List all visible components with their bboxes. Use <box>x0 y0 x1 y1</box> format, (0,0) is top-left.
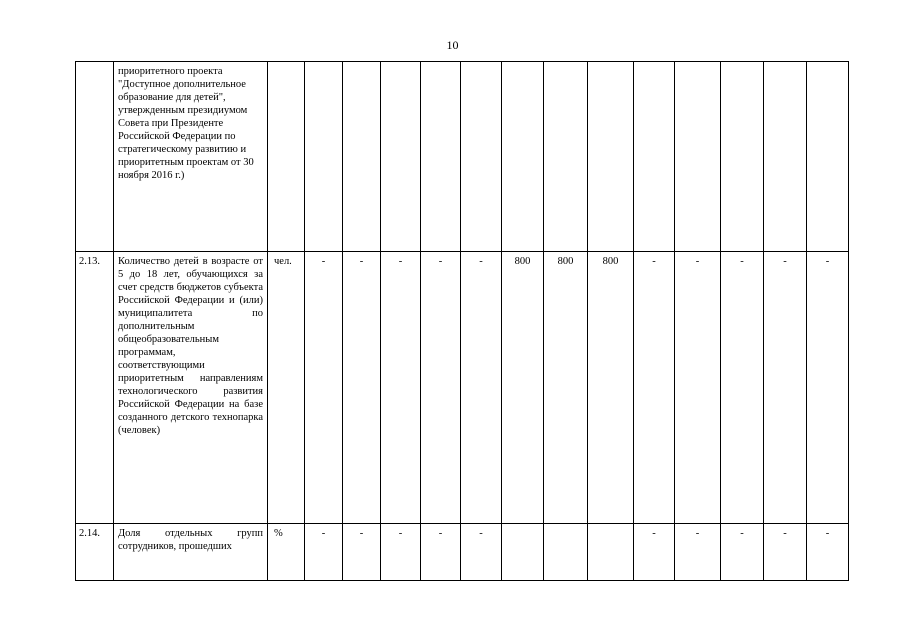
value-cell: - <box>764 252 807 524</box>
value-cell: - <box>675 524 721 581</box>
value-cell: 800 <box>588 252 634 524</box>
row-unit: % <box>268 524 305 581</box>
value-cell: - <box>381 252 421 524</box>
value-cell: - <box>343 524 381 581</box>
row-number: 2.14. <box>76 524 114 581</box>
value-cell <box>634 62 675 252</box>
value-cell <box>588 524 634 581</box>
value-cell <box>502 62 544 252</box>
row-number: 2.13. <box>76 252 114 524</box>
value-cell <box>721 62 764 252</box>
row-description: Количество детей в возрасте от 5 до 18 лет, обучающихся за счет средств бюджетов субъекта Российской Федерации и (или) муниципалитета по дополнительным общеобразовательным программам, соответствующими приоритетным направлениям технологического развития Российской Федерации на базе созданного детского технопарка (человек) <box>114 252 268 524</box>
value-cell <box>544 62 588 252</box>
value-cell: - <box>721 252 764 524</box>
value-cell: - <box>421 252 461 524</box>
value-cell <box>343 62 381 252</box>
value-cell: - <box>343 252 381 524</box>
value-cell: - <box>381 524 421 581</box>
value-cell: - <box>721 524 764 581</box>
value-cell: - <box>461 524 502 581</box>
value-cell <box>461 62 502 252</box>
value-cell: - <box>807 524 849 581</box>
value-cell: - <box>634 252 675 524</box>
value-cell: - <box>764 524 807 581</box>
value-cell <box>764 62 807 252</box>
row-unit: чел. <box>268 252 305 524</box>
value-cell <box>502 524 544 581</box>
value-cell: - <box>634 524 675 581</box>
value-cell: - <box>305 524 343 581</box>
value-cell: - <box>807 252 849 524</box>
row-unit <box>268 62 305 252</box>
table-row-continuation <box>76 62 849 252</box>
page-number: 10 <box>446 38 459 52</box>
value-cell <box>544 524 588 581</box>
value-cell <box>421 62 461 252</box>
value-cell <box>807 62 849 252</box>
value-cell: - <box>461 252 502 524</box>
row-description: приоритетного проекта "Доступное дополнительное образование для детей", утвержденным президиумом Совета при Президенте Российской Федерации по стратегическому развитию и приоритетным проектам от 30 ноября 2016 г.) <box>114 62 268 252</box>
value-cell: 800 <box>502 252 544 524</box>
value-cell: - <box>305 252 343 524</box>
value-cell: - <box>421 524 461 581</box>
value-cell: - <box>675 252 721 524</box>
value-cell <box>305 62 343 252</box>
value-cell <box>588 62 634 252</box>
row-number <box>76 62 114 252</box>
value-cell <box>381 62 421 252</box>
value-cell <box>675 62 721 252</box>
table-row-2-14 <box>76 524 849 581</box>
value-cell: 800 <box>544 252 588 524</box>
table-row-2-13 <box>76 252 849 524</box>
row-description: Доля отдельных групп сотрудников, прошедших <box>114 524 268 581</box>
indicators-table-wrapper <box>75 61 849 581</box>
indicators-table <box>75 61 849 581</box>
